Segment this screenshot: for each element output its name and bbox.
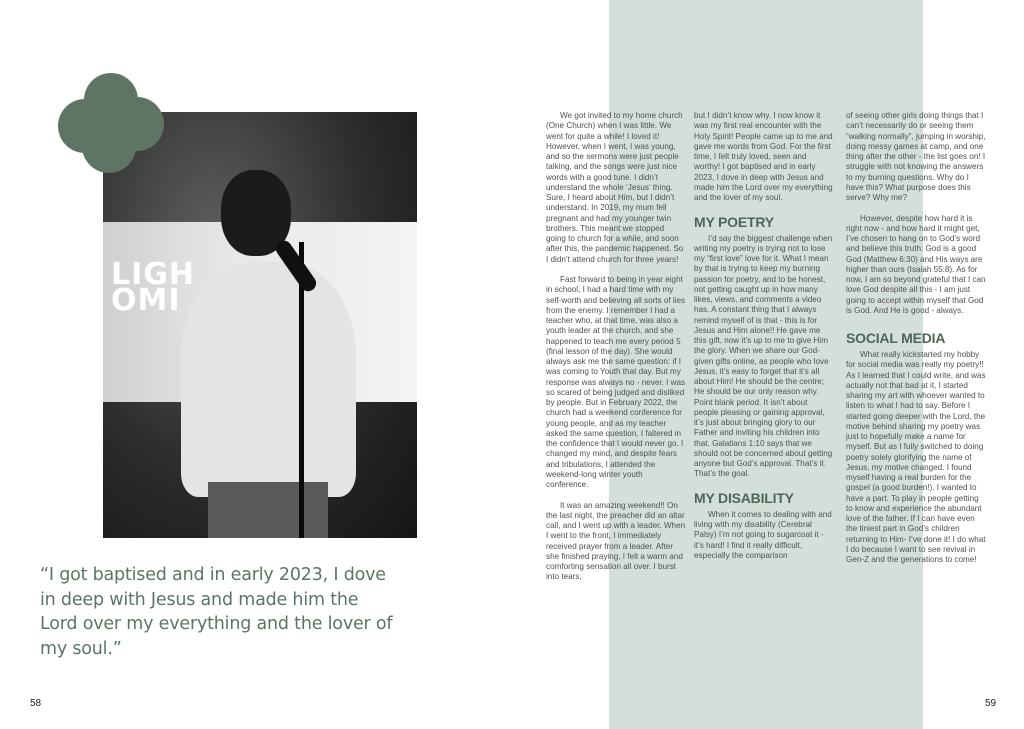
performer-legs: [208, 482, 328, 538]
paragraph: It was an amazing weekend!! On the last night, the preacher did an altar call, and I went up with a leader. When I went to the front, I immediately received prayer from a leader. After she finished praying, I felt a warm and comforting sensation all over. I burst into tears,: [546, 500, 686, 582]
paragraph: I’d say the biggest challenge when writing my poetry is trying not to lose my “first love” love for it. What I mean by that is trying to keep my burning passion for poetry, and to be honest, not getting caught up in how many likes, views, and comments a video has. A constant thing that I always remind myself of is that - this is for Jesus and Him alone!! He gave me this gift, now it’s up to me to give Him the glory. When we share our God-given gifts online, as people who love Jesus, it’s easy to forget that it’s all about Him! He should be the centre; He should be our only reason why. Point blank period. It isn’t about people pleasing or gaining approval, it’s just about bringing glory to our Father and inviting his children into that. Galatians 1:10 says that we should not be concerned about getting anyone but God’s approval. That’s it. That’s the goal.: [694, 233, 833, 479]
performer-body: [181, 262, 356, 497]
page-number-right: 59: [985, 698, 997, 709]
pull-quote: “I got baptised and in early 2023, I dove in deep with Jesus and made him the Lord over my everything and the lover of my soul.”: [40, 565, 393, 659]
stage-screen-text: LIGH OMI: [111, 257, 196, 318]
paragraph: of seeing other girls doing things that I can’t necessarily do or seeing them “walking normally”, jumping in worship, doing messy games at camp, and one thing after the other - the list goes on! I struggle with not knowing the answers to my burning questions. Why do I have this? What purpose does this serve? Why me?: [846, 111, 986, 202]
flower-blob-decoration: [55, 70, 167, 174]
heading-my-disability: MY DISABILITY: [694, 489, 794, 506]
paragraph: However, despite how hard it is right now - and how hard it might get, I’ve chosen to hang on to God’s word and believe this truth: God is a good God (Matthew 6:30) and His ways are higher than ours (Isaiah 55:8). As for now, I am so beyond grateful that I can love God despite all this - I am just going to accept within myself that God is God. And He is good - always.: [846, 213, 986, 315]
heading-social-media: SOCIAL MEDIA: [846, 330, 946, 346]
paragraph: What really kickstarted my hobby for social media was really my poetry!! As I learned that I could write, and was actually not that bad at it, I started sharing my art with whoever wanted to listen to what I had to say. Before I started going deeper with the Lord, the motive behind sharing my poetry was just to hopefully make a name for myself. But as I fully switched to doing poetry solely glorifying the name of Jesus, my motive changed. I found myself having a real burden for the gospel (a good burden!). I wanted to have a part. To play in people getting to know and experience the abundant love of the father. If I can have even the tiniest part in God’s children returning to Him- I’ve done it! I do what I do because I want to see revival in Gen-Z and the generations to come!: [846, 350, 986, 564]
paragraph: When it comes to dealing with and living with my disability (Cerebral Palsy) I’m not going to sugarcoat it - it’s hard! I find it really difficult, especially the comparison: [694, 509, 832, 560]
article-column-3: [846, 111, 986, 576]
heading-my-poetry: MY POETRY: [694, 213, 774, 230]
page-number-left: 58: [30, 698, 42, 709]
article-column-1: [546, 111, 686, 593]
article-column-2: [694, 111, 834, 571]
paragraph: We got invited to my home church (One Church) when I was little. We went for quite a while! I loved it! However, when I went, I was young, and so the sermons were just people talking, and the songs were just nice words with a good tune. I didn’t understand the whole ‘Jesus’ thing. Sure, I heard about Him, but I didn’t understand. In 2019, my mum fell pregnant and had my younger twin brothers. This meant we stopped going to church for a while, and soon after this, the pandemic happened. So I didn’t attend church for three years!: [546, 111, 684, 264]
paragraph: Fast forward to being in year eight in school, I had a hard time with my self-worth and believing all sorts of lies from the enemy. I remember I had a teacher who, at that time, was also a youth leader at the church, and she happened to teach me every period 5 (final lesson of the day). She would always ask me the same question: if I was coming to Youth that day. But my response was always no - never. I was so scared of being judged and disliked by people. But in February 2022, the church had a weekend conference for young people, and as my teacher asked the same question, I faltered in the confidence that I would never go. I changed my mind, and despite fears and tribulations, I attended the weekend-long winter youth conference.: [546, 275, 686, 489]
paragraph: but I didn’t know why. I now know it was my first real encounter with the Holy Spirit! People came up to me and gave me words from God. For the first time, I felt truly loved, seen and worthy! I got baptised and in early 2023, I dove in deep with Jesus and made him the Lord over my everything and the lover of my soul.: [694, 111, 833, 202]
performer-photo: [103, 112, 417, 538]
